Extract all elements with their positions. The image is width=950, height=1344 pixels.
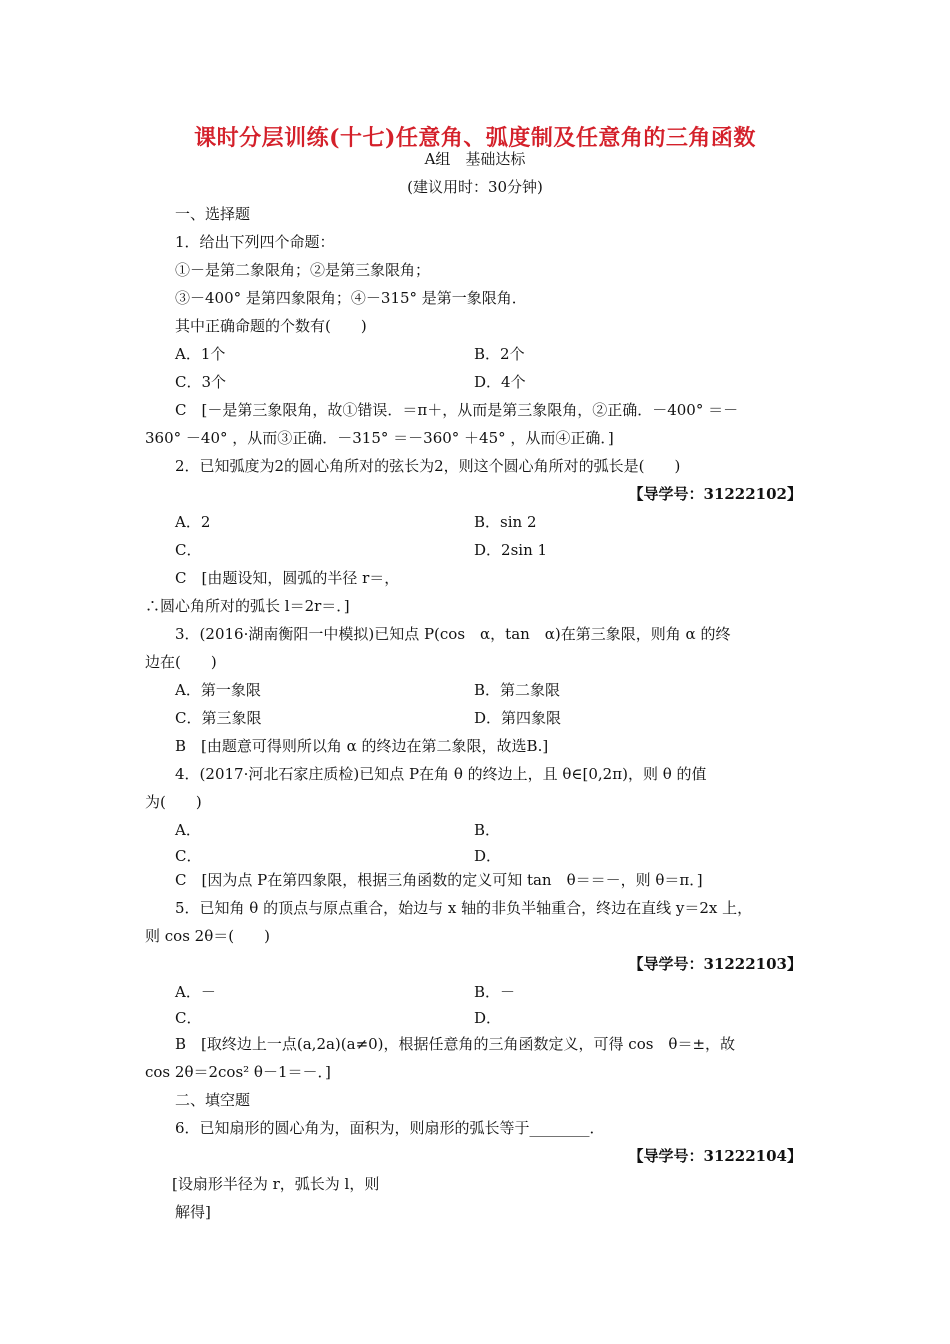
q5-stem-line-1: 5．已知角 θ 的顶点与原点重合，始边与 x 轴的非负半轴重合，终边在直线 y＝2x 上， [175,899,753,917]
q4-stem-line-1: 4．(2017·河北石家庄质检)已知点 P在角 θ 的终边上，且 θ∈[0,2π)，则 θ 的值 [175,765,707,783]
q3-option-b: B．第二象限 [474,681,561,699]
q4-option-c: C． [175,847,202,865]
q4-stem-line-2: 为( ) [145,793,202,811]
q6-stem: 6．已知扇形的圆心角为，面积为，则扇形的弧长等于________． [175,1119,605,1137]
q6-guide-code: 【导学号：31222104】 [628,1147,802,1165]
q5-option-d: D． [474,1009,502,1027]
page-title: 课时分层训练(十七)任意角、弧度制及任意角的三角函数 [194,125,756,151]
q5-answer-line-2: cos 2θ＝2cos² θ－1＝－．] [145,1063,331,1081]
q3-option-c: C．第三象限 [175,709,262,727]
time-hint: (建议用时：30分钟) [407,178,543,196]
q6-answer-line-1: [设扇形半径为 r，弧长为 l，则 [172,1175,380,1193]
q1-option-c: C．3个 [175,373,227,391]
q2-option-d: D．2sin 1 [474,541,548,559]
q1-answer-line-1: C [－是第三象限角，故①错误．＝π＋，从而是第三象限角，②正确．－400° ＝－ [175,401,739,419]
q5-option-c: C． [175,1009,202,1027]
q4-option-b: B． [474,821,501,839]
q2-option-b: B．sin 2 [474,513,537,531]
q5-option-b: B．－ [474,983,516,1001]
q2-guide-code: 【导学号：31222102】 [628,485,802,503]
q3-stem-line-2: 边在( ) [145,653,217,671]
q5-option-a: A．－ [175,983,216,1001]
q1-proposition-2: ③－400° 是第四象限角；④－315° 是第一象限角． [175,289,527,307]
q4-answer: C [因为点 P在第四象限，根据三角函数的定义可知 tan θ＝＝－，则 θ＝π．] [175,871,703,889]
q1-answer-line-2: 360° －40° ，从而③正确．－315° ＝－360° ＋45° ，从而④正确．] [145,429,614,447]
q2-option-a: A．2 [175,513,211,531]
q3-option-a: A．第一象限 [175,681,261,699]
q6-answer-line-2: 解得] [175,1203,211,1221]
q5-guide-code: 【导学号：31222103】 [628,955,802,973]
q2-answer-line-1: C [由题设知，圆弧的半径 r＝， [175,569,400,587]
q4-option-a: A． [175,821,201,839]
q1-option-a: A．1个 [175,345,226,363]
section-heading-fill: 二、填空题 [175,1091,251,1109]
q1-stem: 1．给出下列四个命题： [175,233,335,251]
q1-option-b: B．2个 [474,345,525,363]
q3-answer: B [由题意可得则所以角 α 的终边在第二象限，故选B.] [175,737,549,755]
q2-option-c: C． [175,541,202,559]
q2-stem: 2．已知弧度为2的圆心角所对的弦长为2，则这个圆心角所对的弧长是( ) [175,457,681,475]
q1-proposition-1: ①－是第二象限角；②是第三象限角； [175,261,431,279]
q5-stem-line-2: 则 cos 2θ＝( ) [145,927,270,945]
q3-option-d: D．第四象限 [474,709,562,727]
section-heading-choice: 一、选择题 [175,205,251,223]
q3-stem-line-1: 3．(2016·湖南衡阳一中模拟)已知点 P(cos α，tan α)在第三象限，则角 α 的终 [175,625,731,643]
q4-option-d: D． [474,847,502,865]
q2-answer-line-2: ∴圆心角所对的弧长 l＝2r＝．] [145,597,350,615]
group-heading: A组 基础达标 [424,150,526,168]
q1-option-d: D．4个 [474,373,526,391]
q5-answer-line-1: B [取终边上一点(a,2a)(a≠0)，根据任意角的三角函数定义，可得 cos θ＝±，故 [175,1035,736,1053]
q1-question: 其中正确命题的个数有( ) [175,317,367,335]
